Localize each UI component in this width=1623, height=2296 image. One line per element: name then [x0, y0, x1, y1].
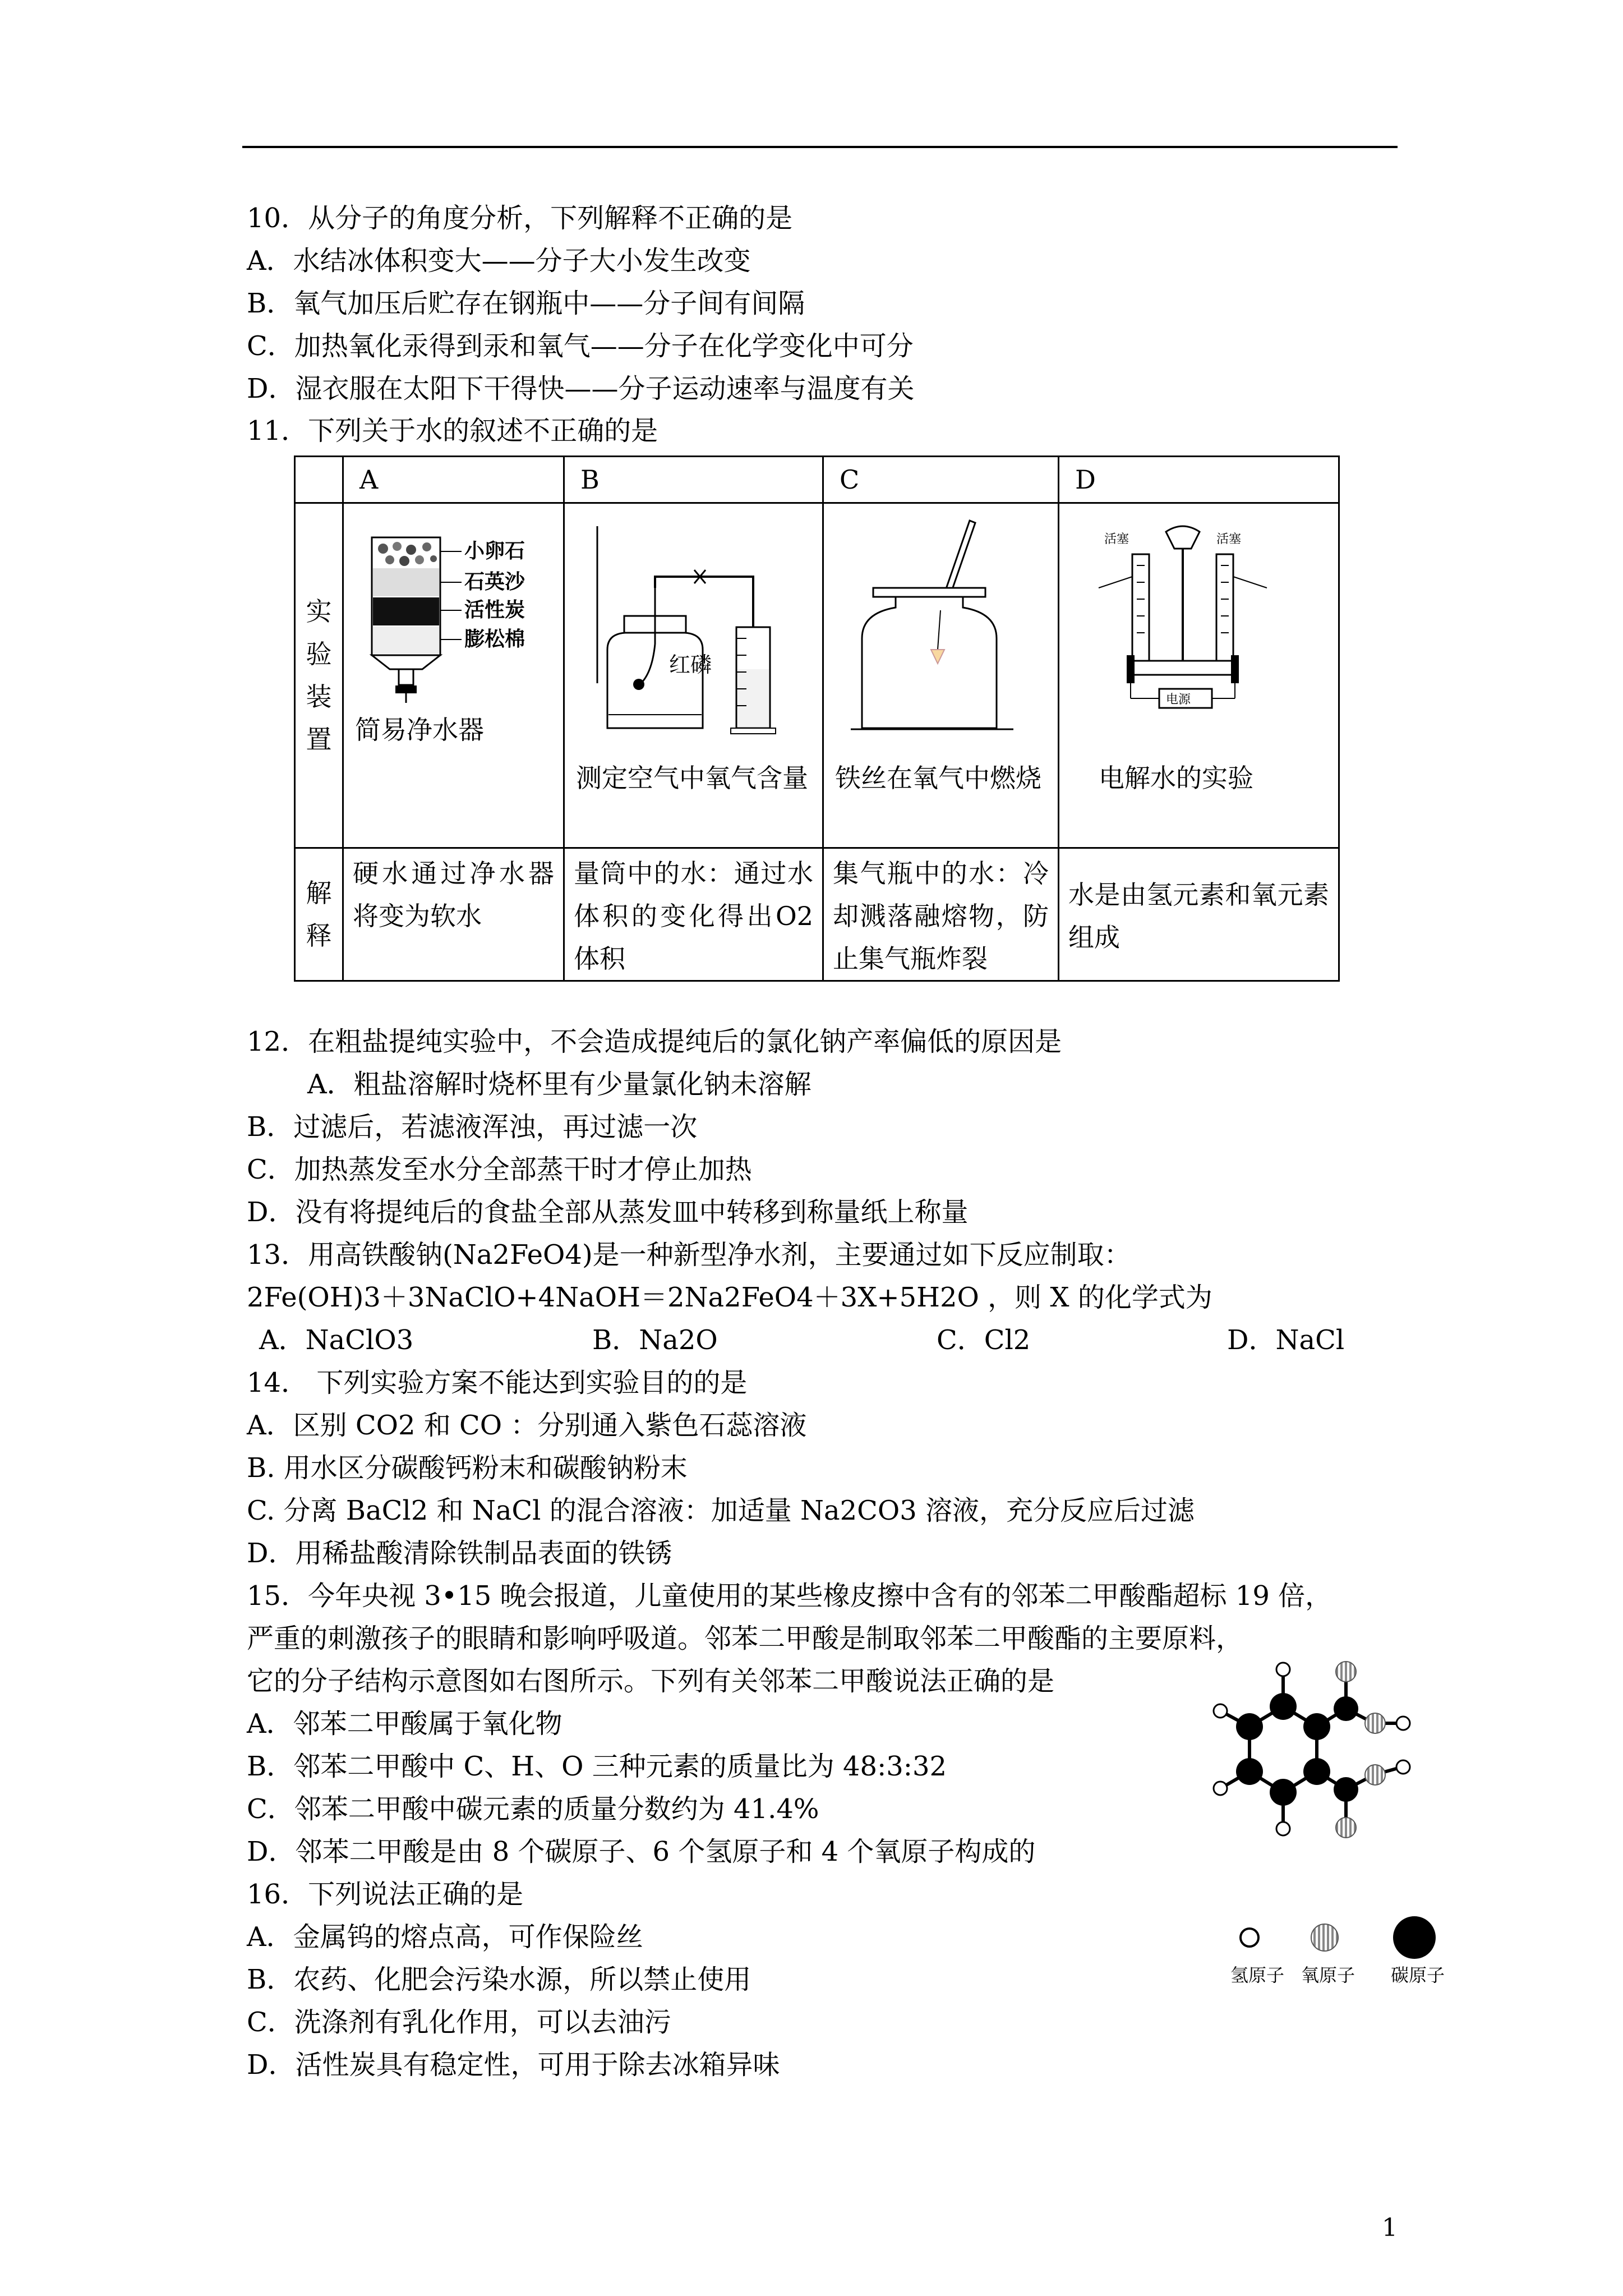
caption-b: 测定空气中氧气含量 — [576, 763, 808, 793]
filter-label-cotton: 膨松棉 — [464, 628, 525, 651]
q12-option-c: C．加热蒸发至水分全部蒸干时才停止加热 — [247, 1154, 752, 1185]
power-source-label: 电源 — [1166, 693, 1191, 707]
q14-option-a: A．区别 CO2 和 CO ：分别通入紫色石蕊溶液 — [247, 1410, 807, 1441]
q14-option-d: D．用稀盐酸清除铁制品表面的铁锈 — [247, 1538, 672, 1569]
q11-stem: 11．下列关于水的叙述不正确的是 — [247, 415, 658, 447]
q15-stem-line2: 严重的刺激孩子的眼睛和影响呼吸道。邻苯二甲酸是制取邻苯二甲酸酯的主要原料， — [247, 1623, 1243, 1654]
q11-cell-c-apparatus — [823, 503, 1059, 848]
carbon-layer — [373, 597, 439, 625]
legend-carbon: 碳原子 — [1391, 1964, 1445, 1986]
q14-option-c: C. 分离 BaCl2 和 NaCl 的混合溶液：加适量 Na2CO3 溶液，充分反应后过滤 — [247, 1495, 1195, 1526]
q16-option-a: A．金属钨的熔点高，可作保险丝 — [247, 1921, 643, 1953]
phosphorus-label: 红磷 — [669, 652, 712, 677]
atom-legend — [1230, 1916, 1445, 1986]
q13-option-a: A．NaClO3 — [259, 1324, 414, 1356]
q12-option-a: A．粗盐溶解时烧杯里有少量氯化钠未溶解 — [307, 1069, 811, 1100]
q16-option-b: B．农药、化肥会污染水源，所以禁止使用 — [247, 1964, 751, 1995]
label-char: 释 — [306, 921, 332, 951]
q12-option-d: D．没有将提纯后的食盐全部从蒸发皿中转移到称量纸上称量 — [247, 1197, 969, 1228]
q11-cell-a-apparatus — [343, 503, 564, 848]
filter-label-carbon: 活性炭 — [464, 599, 525, 622]
pebble-layer — [373, 540, 439, 567]
stopcock-label-right: 活塞 — [1216, 532, 1242, 546]
q12-option-b: B．过滤后，若滤液浑浊，再过滤一次 — [247, 1111, 698, 1143]
q10-option-a: A．水结冰体积变大——分子大小发生改变 — [247, 245, 751, 277]
label-char: 解 — [306, 878, 332, 908]
label-char: 验 — [306, 639, 332, 669]
q16-option-d: D．活性炭具有稳定性，可用于除去冰箱异味 — [247, 2049, 780, 2081]
legend-oxygen: 氧原子 — [1301, 1964, 1355, 1986]
filter-label-sand: 石英沙 — [464, 570, 525, 593]
phthalic-acid-molecule-diagram — [1183, 1649, 1509, 2014]
q15-option-d: D．邻苯二甲酸是由 8 个碳原子、6 个氢原子和 4 个氧原子构成的 — [247, 1836, 1036, 1867]
sand-layer — [373, 568, 439, 596]
q10-option-c: C．加热氧化汞得到汞和氧气——分子在化学变化中可分 — [247, 330, 914, 362]
explanation-c: 集气瓶中的水：冷却溅落融熔物，防止集气瓶炸裂 — [833, 858, 1049, 974]
explanation-d: 水是由氢元素和氧元素组成 — [1068, 880, 1329, 953]
page-number: 1 — [1382, 2214, 1398, 2242]
q15-stem-line1: 15．今年央视 3•15 晚会报道，儿童使用的某些橡皮擦中含有的邻苯二甲酸酯超标 19 倍， — [247, 1580, 1332, 1612]
q11-cell-d-apparatus — [1059, 503, 1339, 848]
oxygen-atoms — [1336, 1662, 1385, 1838]
q13-option-d: D．NaCl — [1227, 1324, 1345, 1356]
q10-option-b: B．氧气加压后贮存在钢瓶中——分子间有间隔 — [247, 288, 805, 319]
q13-option-b: B．Na2O — [592, 1324, 718, 1356]
q11-header-blank — [295, 457, 343, 503]
label-char: 置 — [306, 724, 332, 754]
stopcock-label-left: 活塞 — [1104, 532, 1129, 546]
filter-label-pebble: 小卵石 — [464, 540, 525, 563]
q13-stem: 13．用高铁酸钠(Na2FeO4)是一种新型净水剂，主要通过如下反应制取： — [247, 1239, 1131, 1271]
q11-header-c: C — [823, 457, 1059, 503]
legend-hydrogen: 氢原子 — [1230, 1964, 1285, 1986]
caption-c: 铁丝在氧气中燃烧 — [835, 763, 1041, 793]
q11-header-b: B — [564, 457, 823, 503]
q15-stem-line3: 它的分子结构示意图如右图所示。下列有关邻苯二甲酸说法正确的是 — [247, 1665, 1055, 1697]
q11-row-label-apparatus — [295, 503, 343, 848]
label-char: 装 — [306, 682, 332, 712]
q14-stem: 14． 下列实验方案不能达到实验目的的是 — [247, 1367, 748, 1398]
caption-a: 简易净水器 — [355, 715, 484, 745]
explanation-b: 量筒中的水：通过水体积的变化得出O2体积 — [574, 858, 813, 974]
q13-option-c: C．Cl2 — [937, 1324, 1031, 1356]
q11-header-d: D — [1059, 457, 1339, 503]
q15-option-a: A．邻苯二甲酸属于氧化物 — [247, 1708, 562, 1740]
q10-option-d: D．湿衣服在太阳下干得快——分子运动速率与温度有关 — [247, 373, 915, 404]
q14-option-b: B. 用水区分碳酸钙粉末和碳酸钠粉末 — [247, 1452, 688, 1484]
carbon-atoms — [1236, 1693, 1358, 1806]
q11-cell-b-apparatus — [564, 503, 823, 848]
iron-burning-diagram — [828, 509, 1053, 745]
oxygen-measure-diagram — [568, 515, 820, 751]
q16-option-c: C．洗涤剂有乳化作用，可以去油污 — [247, 2007, 671, 2038]
water-filter-diagram — [349, 521, 562, 706]
hydrogen-atoms — [1214, 1663, 1410, 1835]
electrolysis-diagram — [1065, 521, 1334, 734]
q12-stem: 12．在粗盐提纯实验中，不会造成提纯后的氯化钠产率偏低的原因是 — [247, 1026, 1062, 1057]
q11-table — [294, 455, 1340, 982]
label-char: 实 — [306, 596, 332, 627]
cotton-layer — [373, 627, 439, 654]
q13-equation: 2Fe(OH)3＋3NaClO+4NaOH＝2Na2FeO4＋3X+5H2O ，则 X 的化学式为 — [247, 1282, 1212, 1313]
caption-d: 电解水的实验 — [1099, 763, 1253, 793]
q11-header-a: A — [343, 457, 564, 503]
q16-stem: 16．下列说法正确的是 — [247, 1879, 524, 1910]
header-rule — [242, 146, 1398, 148]
q15-option-b: B．邻苯二甲酸中 C、H、O 三种元素的质量比为 48:3:32 — [247, 1751, 947, 1782]
explanation-a: 硬水通过净水器将变为软水 — [353, 858, 554, 931]
q11-row-label-explanation — [295, 848, 343, 981]
q10-stem: 10．从分子的角度分析，下列解释不正确的是 — [247, 203, 793, 234]
q15-option-c: C．邻苯二甲酸中碳元素的质量分数约为 41.4% — [247, 1793, 819, 1825]
